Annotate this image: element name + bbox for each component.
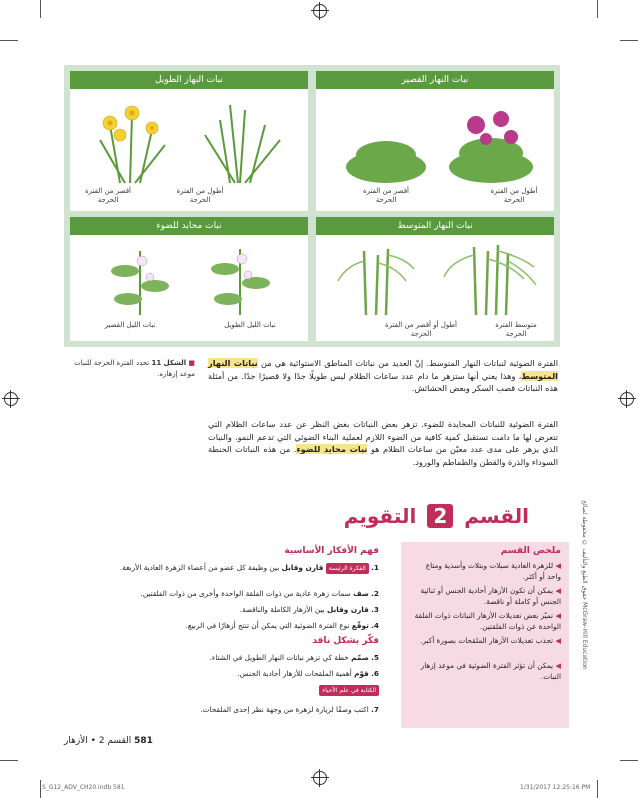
paragraph-intermediate bbox=[208, 357, 558, 395]
question-5: 5. صمّم خطة كي تزهر نباتات النهار الطويل في الشتاء. bbox=[209, 653, 379, 662]
main-ideas-heading: فهم الأفكار الأساسية bbox=[284, 546, 379, 556]
panel-long-day bbox=[70, 71, 308, 211]
slug-date: 1/31/2017 12:25:16 PM bbox=[520, 784, 591, 791]
critical-thinking-heading: فكّر بشكل ناقد bbox=[312, 636, 379, 646]
page-footer bbox=[64, 736, 153, 746]
caption-label: الشكل 11 bbox=[151, 359, 187, 367]
label-longer-or-shorter: أطول أو أقصر من الفترة الحرجة bbox=[384, 321, 457, 338]
label-short-night: نبات الليل القصير bbox=[104, 321, 156, 329]
crop-mark bbox=[40, 0, 41, 18]
writing-tag-row bbox=[79, 684, 379, 696]
section-word: القسم bbox=[464, 504, 529, 528]
footer-section: القسم 2 • الأزهار bbox=[64, 736, 132, 746]
daffodil-illustration bbox=[80, 95, 300, 185]
summary-item: ◀ للزهرة العادية سبلات وبتلات وأسدية ومتاع واحد أو أكثر. bbox=[425, 561, 561, 581]
section-assessment bbox=[64, 498, 569, 728]
registration-mark-bottom bbox=[313, 771, 327, 785]
paragraph-text: الفترة الضوئية للنباتات المحايدة للضوء. تزهر بعض النباتات بغض النظر عن عدد ساعات الظلام التي تتعرض لها ما دامت تستقبل كمية كافية من الضوء اللازم لعملية البناء الضوئي التي تدعم النمو. والنبات الذي يزهر على مدى عدد معيّن من ساعات الظلام هو bbox=[208, 419, 558, 454]
question-2: 2. صف سمات زهرة عادية من ذوات الفلقة الواحدة وأخرى من ذوات الفلقتين. bbox=[140, 589, 379, 598]
assessment-title bbox=[344, 504, 529, 528]
crop-mark bbox=[0, 760, 18, 761]
summary-item: ◀ تجذب تعديلات الأزهار الملقحات بصورة أكبر. bbox=[420, 636, 561, 645]
panel-title: نبات النهار الطويل bbox=[70, 71, 308, 89]
summary-item: ◀ يمكن أن تكون الأزهار أحادية الجنس أو ثنائية الجنس أو كاملة أو ناقصة. bbox=[420, 586, 561, 606]
panel-title: نبات النهار المتوسط bbox=[316, 217, 554, 235]
label-shorter: أقصر من الفترة الحرجة bbox=[362, 187, 409, 204]
label-shorter: أقصر من الفترة الحرجة bbox=[84, 187, 131, 204]
panel-day-neutral bbox=[70, 217, 308, 341]
registration-mark-top bbox=[313, 4, 327, 18]
crop-mark bbox=[620, 760, 638, 761]
question-4: 4. توقّع نوع الفترة الضوئية التي يمكن أن تنتج أزهارًا في الربيع. bbox=[185, 621, 379, 630]
question-3: 3. قارن وقابل بين الأزهار الكاملة والناقصة. bbox=[239, 605, 379, 614]
paragraph-text: ، وهذا يعني أنها ستزهر ما دام عدد ساعات الظلام ليس طويلًا جدًا ولا قصيرًا جدًا. من أمثلة هذه النباتات قصب السكر وبعض الحشائش. bbox=[208, 370, 558, 393]
question-6: 6. قوّم أهمية الملقحات للأزهار أحادية الجنس. bbox=[237, 669, 379, 678]
main-idea-tag: الفكرة الرئيسة bbox=[326, 563, 369, 574]
label-longer: أطول من الفترة الحرجة bbox=[490, 187, 538, 204]
registration-mark-right bbox=[620, 392, 634, 406]
label-intermediate: متوسط الفترة الحرجة bbox=[495, 321, 537, 338]
crop-mark bbox=[0, 40, 18, 41]
question-1: 1. الفكرة الرئيسة قارن وقابل بين وظيفة كل عضو من أعضاء الزهرة العادية الأربعة. bbox=[119, 563, 379, 572]
neutral-plant-illustration bbox=[80, 241, 300, 317]
page-number: 581 bbox=[134, 736, 153, 746]
panel-short-day bbox=[316, 71, 554, 211]
figure-caption: ■ الشكل 11 تحدد الفترة الحرجة للنبات موعد إزهاره. bbox=[74, 359, 195, 378]
title-text: التقويم bbox=[343, 504, 417, 528]
paragraph-text: . من هذه النباتات الحنطة السوداء والذرة والقطن والطماطم والورود. bbox=[208, 444, 558, 467]
writing-tag: الكتابة في علم الأحياء bbox=[319, 685, 379, 696]
question-7: 7. اكتب وصفًا لزيارة لزهرة من وجهة نظر إحدى الملقحات. bbox=[200, 705, 379, 714]
label-longer: أطول من الفترة الحرجة bbox=[176, 187, 224, 204]
copyright-sidebar: حقوق الطبع والتأليف © محفوظة لصالح McGraw-Hill Education bbox=[581, 500, 588, 670]
registration-mark-left bbox=[4, 392, 18, 406]
violet-illustration bbox=[326, 97, 546, 185]
panel-intermediate-day bbox=[316, 217, 554, 341]
photoperiod-figure bbox=[64, 65, 560, 347]
panel-title: نبات النهار القصير bbox=[316, 71, 554, 89]
paragraph-text: الفترة الضوئية لنباتات النهار المتوسط. إنّ العديد من نباتات المناطق الاستوائية هي من bbox=[260, 358, 558, 368]
crop-mark bbox=[597, 0, 598, 18]
label-long-night: نبات الليل الطويل bbox=[224, 321, 276, 329]
summary-heading: ملخص القسم bbox=[500, 546, 561, 556]
crop-mark bbox=[40, 780, 41, 798]
crop-mark bbox=[597, 780, 598, 798]
caption-text: تحدد الفترة الحرجة للنبات موعد إزهاره. bbox=[74, 359, 195, 378]
vocab-day-neutral: نبات محايد للضوء bbox=[296, 444, 368, 454]
section-number: 2 bbox=[427, 504, 453, 528]
crop-mark bbox=[620, 40, 638, 41]
slug-file: S_G12_ADV_CH20.indb 581 bbox=[42, 784, 125, 791]
sugarcane-illustration bbox=[326, 241, 546, 317]
paragraph-neutral bbox=[208, 418, 558, 468]
summary-item: ◀ يمكن أن تؤثر الفترة الضوئية في موعد إزهار النبات. bbox=[420, 661, 561, 681]
summary-item: ◀ تميّز بعض تعديلات الأزهار النباتات ذوات الفلقة الواحدة عن ذوات الفلقتين. bbox=[414, 611, 561, 631]
vocab-intermediate-day: نباتات النهار المتوسط bbox=[208, 358, 558, 381]
panel-title: نبات محايد للضوء bbox=[70, 217, 308, 235]
